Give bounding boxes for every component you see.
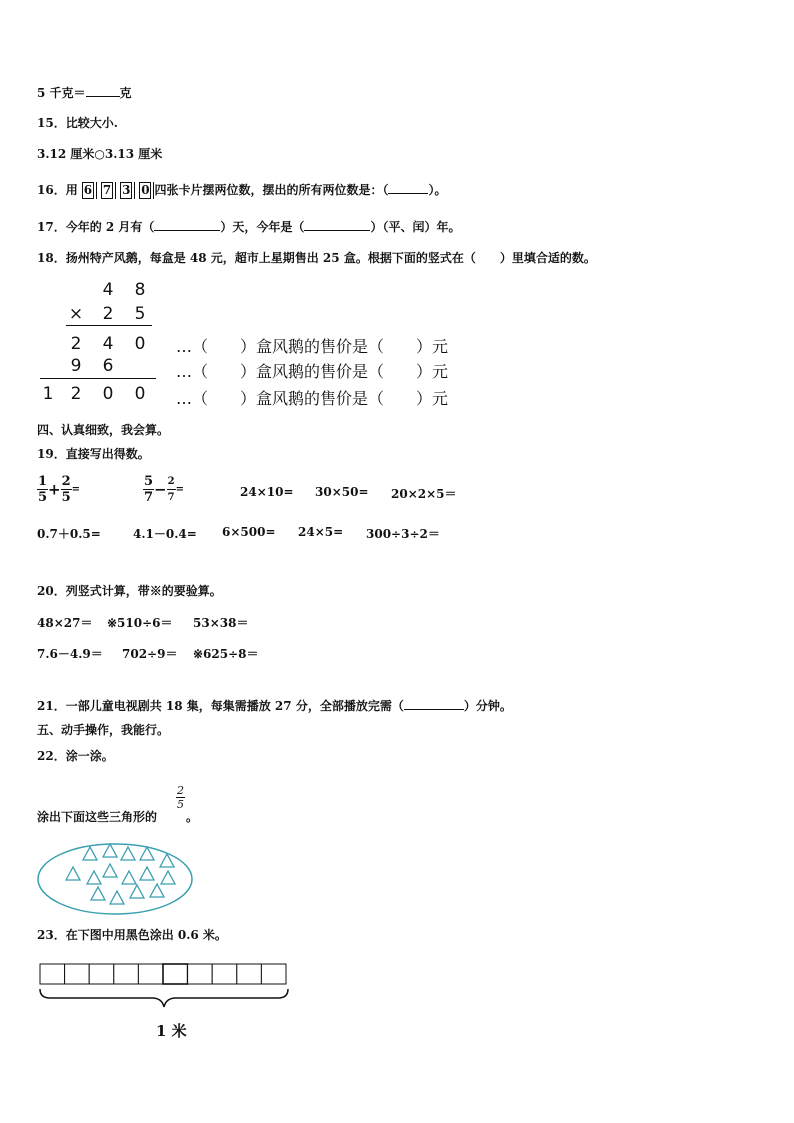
meter-cell[interactable] [212,964,237,984]
triangle-shape[interactable] [83,847,97,860]
divider-line [40,378,156,379]
number-card: 7 [102,183,112,197]
calc-item: 30×50= [315,485,369,499]
section-4-heading: 四、认真细致，我会算。 [37,423,170,437]
calc-item: ※625÷8＝ [193,647,259,661]
meter-bar-figure [38,962,294,1022]
calc-item: 7.6－4.9＝ [37,647,103,661]
meter-label: 1 米 [156,1022,187,1040]
triangle-shape[interactable] [122,871,136,884]
triangle-shape[interactable] [66,867,80,880]
brace-bracket [40,989,288,1007]
q18-line: 18．扬州特产风鹅，每盒是 48 元，超市上星期售出 25 盒。根据下面的竖式在（ ）里填合适的数。 [37,251,596,265]
meter-cell[interactable] [188,964,213,984]
calc-item: 0.7＋0.5= [37,527,101,541]
meter-cell[interactable] [65,964,90,984]
answer-blank[interactable] [404,697,464,710]
triangle-shape[interactable] [161,871,175,884]
triangle-shape[interactable] [121,847,135,860]
calc-item: ※510÷6＝ [107,616,173,630]
q23-line: 23．在下图中用黑色涂出 0.6 米。 [37,928,227,942]
calc-item: 6×500= [222,525,276,539]
q19-title: 19．直接写出得数。 [37,447,150,461]
calc-item: 20×2×5＝ [391,487,457,501]
meter-cell[interactable] [40,964,65,984]
triangle-shape[interactable] [91,887,105,900]
answer-blank[interactable] [86,84,120,97]
triangle-oval-figure [36,840,198,916]
calc-item: 702÷9＝ [122,647,178,661]
q16-line: 16．用 6 7 3 0 四张卡片摆两位数，摆出的所有两位数是：（ ）。 [37,183,447,197]
q17-line: 17．今年的 2 月有（ ）天，今年是（ ）（平、闰）年。 [37,220,461,234]
q18-note-1: …（ ）盒风鹅的售价是（ ）元 [176,337,449,356]
triangle-shape[interactable] [103,844,117,857]
q18-note-2: …（ ）盒风鹅的售价是（ ）元 [176,362,449,381]
meter-cell[interactable] [261,964,286,984]
number-card: 6 [83,183,93,197]
divider-line [66,325,152,326]
calc-item: 53×38＝ [193,616,249,630]
q18-note-3: …（ ）盒风鹅的售价是（ ）元 [176,389,449,408]
calc-item: 24×10= [240,485,294,499]
q15-expr: 3.12 厘米○3.13 厘米 [37,147,163,161]
q22-fraction: 2 5 [177,784,184,811]
meter-cell[interactable] [89,964,114,984]
q15-title: 15．比较大小. [37,116,118,130]
meter-cell[interactable] [237,964,262,984]
meter-cell[interactable] [114,964,139,984]
section-5-heading: 五、动手操作，我能行。 [37,723,170,737]
answer-blank[interactable] [154,218,220,231]
q20-title: 20．列竖式计算，带※的要验算。 [37,584,222,598]
triangle-shape[interactable] [110,891,124,904]
q14-line: 5 千克＝ 克 [37,86,132,100]
meter-cell[interactable] [163,964,188,984]
answer-blank[interactable] [304,218,370,231]
q22-text: 涂出下面这些三角形的 [37,810,158,824]
fraction-expr-1: $\frac{1}{5}$ + $\frac{2}{5}$ = [38,474,81,505]
triangle-shape[interactable] [140,847,154,860]
calc-item: 48×27＝ [37,616,93,630]
q21-line: 21．一部儿童电视剧共 18 集，每集需播放 27 分，全部播放完需（ ）分钟。 [37,699,512,713]
triangle-shape[interactable] [130,885,144,898]
triangle-shape[interactable] [103,864,117,877]
calc-item: 300÷3÷2＝ [366,527,440,541]
triangle-shape[interactable] [87,871,101,884]
fraction-expr-2: $\frac{5}{7}$ − $\frac{2}{7}$ = [144,474,184,505]
q22-end: 。 [186,810,199,824]
vertical-multiplication: 4 8 × 2 5 2 4 0 9 6 1 2 0 0 [40,280,160,410]
triangle-shape[interactable] [150,884,164,897]
q22-title: 22．涂一涂。 [37,749,114,763]
number-card: 3 [122,183,131,197]
calc-item: 4.1－0.4= [133,527,197,541]
meter-cell[interactable] [138,964,163,984]
answer-blank[interactable] [388,181,428,194]
number-card: 0 [141,183,150,197]
triangle-shape[interactable] [140,867,154,880]
calc-item: 24×5= [298,525,344,539]
